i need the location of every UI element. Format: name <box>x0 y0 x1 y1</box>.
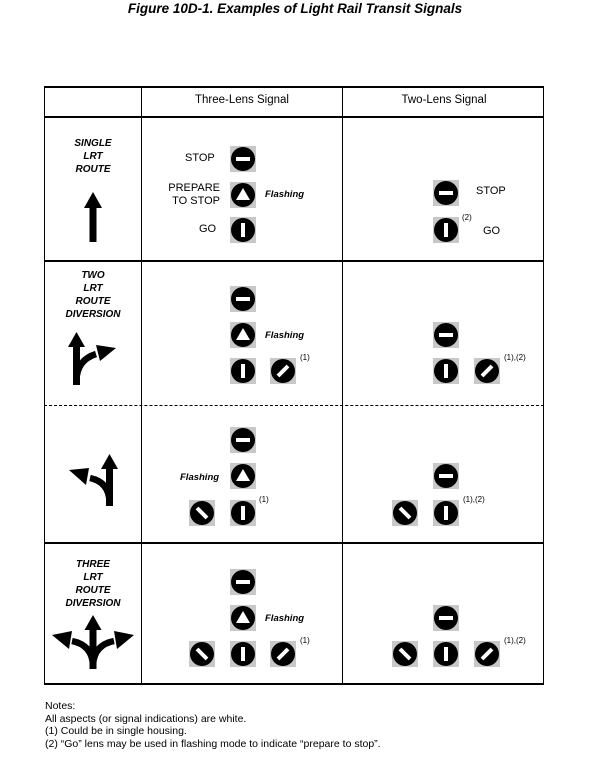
footnote-mark: (1),(2) <box>504 636 526 645</box>
column-divider <box>342 86 343 684</box>
vertical-bar-lens-icon <box>230 358 256 384</box>
horizontal-bar-lens-icon <box>230 146 256 172</box>
three-way-arrow-icon <box>52 615 134 669</box>
vertical-bar-lens-icon <box>433 500 459 526</box>
straight-right-arrow-icon <box>66 332 118 386</box>
flashing-label: Flashing <box>265 330 305 341</box>
horizontal-bar-lens-icon <box>433 322 459 348</box>
flashing-label: Flashing <box>265 189 305 200</box>
vertical-bar-lens-icon <box>230 217 256 243</box>
row-divider <box>44 260 544 262</box>
stop-label: STOP <box>185 152 215 164</box>
footnote-mark: (1) <box>259 495 269 504</box>
row-divider <box>44 542 544 544</box>
vertical-bar-lens-icon <box>433 217 459 243</box>
row-label-two-route-diversion: TWO LRT ROUTE DIVERSION <box>65 270 121 320</box>
header-two-lens: Two-Lens Signal <box>401 94 487 106</box>
table-border-right <box>543 86 544 684</box>
footnote-mark: (2) <box>462 213 472 222</box>
flashing-label: Flashing <box>265 613 305 624</box>
stop-label: STOP <box>476 185 506 197</box>
left-straight-arrow-icon <box>68 454 120 506</box>
go-label: GO <box>199 223 217 235</box>
left-diagonal-bar-lens-icon <box>392 500 418 526</box>
table-border-bottom <box>44 683 544 685</box>
right-diagonal-bar-lens-icon <box>270 641 296 667</box>
triangle-lens-icon <box>230 322 256 348</box>
horizontal-bar-lens-icon <box>433 463 459 489</box>
note-line: (1) Could be in single housing. <box>45 725 187 737</box>
triangle-lens-icon <box>230 463 256 489</box>
right-diagonal-bar-lens-icon <box>474 641 500 667</box>
note-line: (2) “Go” lens may be used in flashing mode to indicate “prepare to stop”. <box>45 737 381 750</box>
footnote-mark: (1) <box>300 353 310 362</box>
vertical-bar-lens-icon <box>230 641 256 667</box>
left-diagonal-bar-lens-icon <box>392 641 418 667</box>
column-divider <box>141 86 142 684</box>
flashing-label: Flashing <box>180 472 220 483</box>
vertical-bar-lens-icon <box>433 641 459 667</box>
notes-heading: Notes: <box>45 700 76 712</box>
signals-table <box>44 86 544 684</box>
triangle-lens-icon <box>230 605 256 631</box>
header-divider <box>44 116 544 118</box>
row-label-single-route: SINGLE LRT ROUTE <box>74 138 112 175</box>
prepare-to-stop-label: PREPARE TO STOP <box>168 182 220 207</box>
vertical-bar-lens-icon <box>230 500 256 526</box>
header-three-lens: Three-Lens Signal <box>195 94 289 106</box>
horizontal-bar-lens-icon <box>433 605 459 631</box>
horizontal-bar-lens-icon <box>230 569 256 595</box>
right-diagonal-bar-lens-icon <box>474 358 500 384</box>
horizontal-bar-lens-icon <box>230 286 256 312</box>
horizontal-bar-lens-icon <box>230 427 256 453</box>
vertical-bar-lens-icon <box>433 358 459 384</box>
footnote-mark: (1),(2) <box>463 495 485 504</box>
horizontal-bar-lens-icon <box>433 180 459 206</box>
go-label: GO <box>483 225 501 237</box>
note-line: All aspects (or signal indications) are white. <box>45 712 247 725</box>
dashed-row-divider <box>44 405 544 406</box>
right-diagonal-bar-lens-icon <box>270 358 296 384</box>
figure-title: Figure 10D-1. Examples of Light Rail Transit Signals <box>127 1 463 16</box>
footnote-mark: (1),(2) <box>504 353 526 362</box>
footnote-mark: (1) <box>300 636 310 645</box>
row-label-three-route-diversion: THREE LRT ROUTE DIVERSION <box>65 559 121 609</box>
notes <box>45 700 381 750</box>
table-border-top <box>44 86 544 88</box>
left-diagonal-bar-lens-icon <box>189 500 215 526</box>
left-diagonal-bar-lens-icon <box>189 641 215 667</box>
straight-arrow-icon <box>80 190 106 242</box>
triangle-lens-icon <box>230 182 256 208</box>
